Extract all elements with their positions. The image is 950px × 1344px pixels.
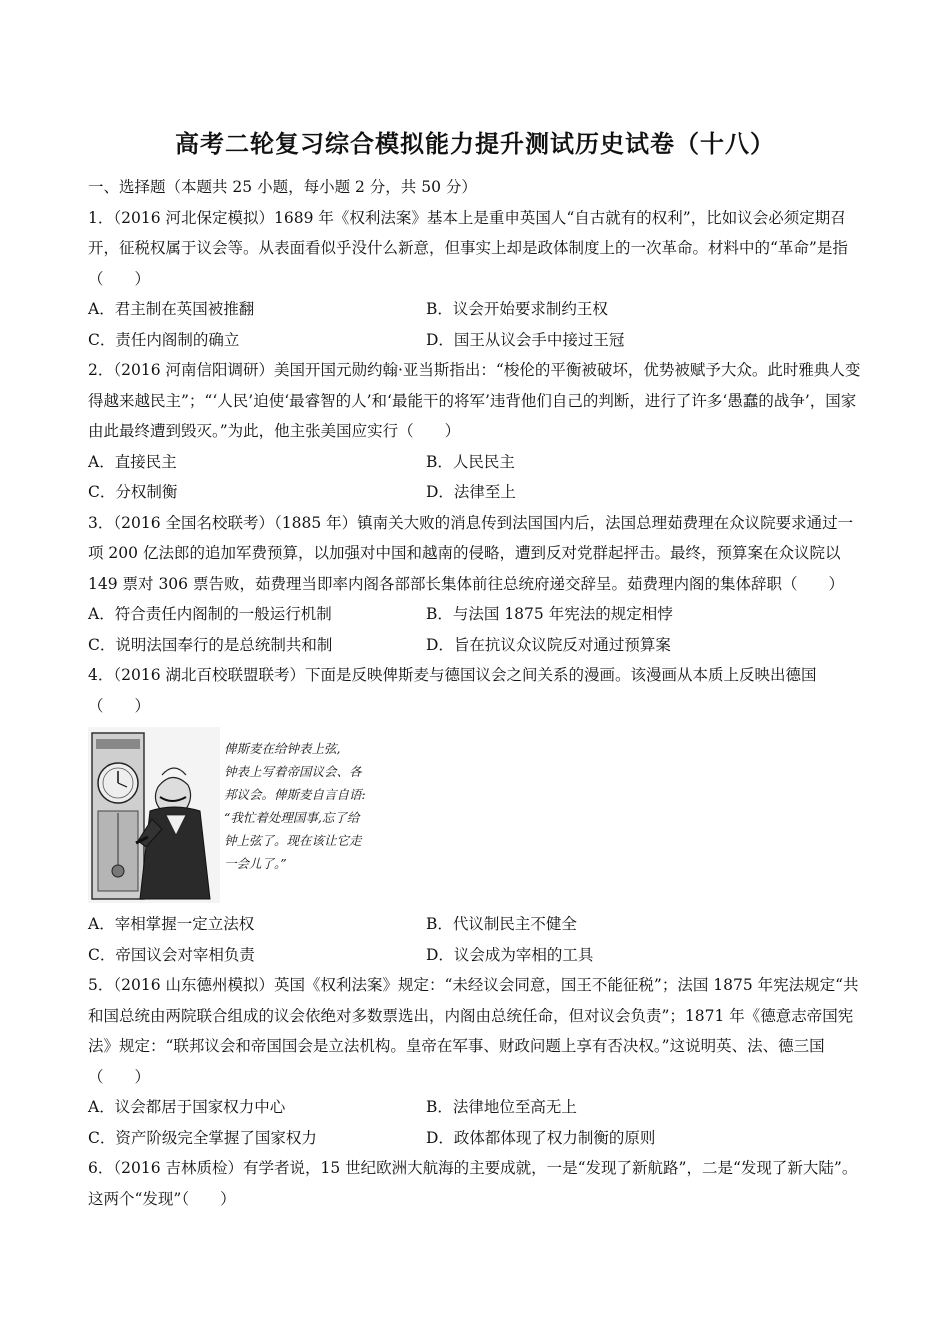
option-d: D．议会成为宰相的工具 xyxy=(426,945,594,964)
section-header: 一、选择题（本题共 25 小题，每小题 2 分，共 50 分） xyxy=(88,178,477,196)
option-c: C．分权制衡 xyxy=(88,483,178,501)
option-a: A．直接民主 xyxy=(88,452,177,471)
exam-content xyxy=(88,172,864,1214)
option-b: B．法律地位至高无上 xyxy=(426,1098,577,1116)
option-c: C．帝国议会对宰相负责 xyxy=(88,945,255,964)
caption-line: 俾斯麦在给钟表上弦, xyxy=(224,741,341,756)
caption-line: 邦议会。俾斯麦自言自语: xyxy=(224,787,366,802)
option-a: A．宰相掌握一定立法权 xyxy=(88,915,255,933)
caption-line: 一会儿了。” xyxy=(224,856,287,871)
option-a: A．符合责任内阁制的一般运行机制 xyxy=(88,605,332,623)
option-c: C．责任内阁制的确立 xyxy=(88,330,240,349)
option-b: B．议会开始要求制约王权 xyxy=(426,300,608,318)
option-c: C．说明法国奉行的是总统制共和制 xyxy=(88,635,333,654)
caption-line: 钟表上写着帝国议会、各 xyxy=(224,764,362,779)
bismarck-cartoon-figure xyxy=(88,727,388,905)
bismarck-cartoon-image xyxy=(88,727,220,903)
question-2-stem: 2．（2016 河南信阳调研）美国开国元勋约翰·亚当斯指出：“梭伦的平衡被破坏，优势被赋予大众。此时雅典人变得越来越民主”；“‘人民’迫使‘最睿智的人’和‘最能干的将军’违背他们自己的判断，进行了许多‘愚蠢的战争’，国家由此最终遭到毁灭。”为此，他主张美国应实行（ ） xyxy=(88,361,861,440)
question-3-stem: 3．（2016 全国名校联考）（1885 年）镇南关大败的消息传到法国国内后，法国总理茹费理在众议院要求通过一项 200 亿法郎的追加军费预算，以加强对中国和越南的侵略，遭到反对党群起抨击。最终，预算案在众议院以 149 票对 306 票告败，茹费理当即率内阁各部部长集体前往总统府递交辞呈。茹费理内阁的集体辞职（ ） xyxy=(88,513,854,593)
option-a: A．君主制在英国被推翻 xyxy=(88,300,255,318)
option-b: B．代议制民主不健全 xyxy=(426,915,577,933)
question-5-options xyxy=(88,1092,864,1153)
option-b: B．与法国 1875 年宪法的规定相悖 xyxy=(426,605,673,623)
option-d: D．国王从议会手中接过王冠 xyxy=(426,330,625,349)
question-5-stem: 5．（2016 山东德州模拟）英国《权利法案》规定：“未经议会同意，国王不能征税”；法国 1875 年宪法规定“共和国总统由两院联合组成的议会依绝对多数票选出，内阁由总统任命，但对议会负责”；1871 年《德意志帝国宪法》规定：“联邦议会和帝国国会是立法机构。皇帝在军事、财政问题上享有否决权。”这说明英、法、德三国（ ） xyxy=(88,976,859,1086)
question-4-stem: 4．（2016 湖北百校联盟联考）下面是反映俾斯麦与德国议会之间关系的漫画。该漫画从本质上反映出德国（ ） xyxy=(88,666,817,715)
question-6-stem: 6．（2016 吉林质检）有学者说，15 世纪欧洲大航海的主要成就，一是“发现了新航路”，二是“发现了新大陆”。这两个“发现”（ ） xyxy=(88,1159,858,1208)
question-2-options xyxy=(88,447,864,508)
question-4-options xyxy=(88,909,864,970)
option-c: C．资产阶级完全掌握了国家权力 xyxy=(88,1128,317,1147)
caption-line: “我忙着处理国事,忘了给 xyxy=(224,810,360,825)
question-1-stem: 1．（2016 河北保定模拟）1689 年《权利法案》基本上是重申英国人“自古就有的权利”，比如议会必须定期召开，征税权属于议会等。从表面看似乎没什么新意，但事实上却是政体制度上的一次革命。材料中的“革命”是指（ ） xyxy=(88,208,848,288)
page-title: 高考二轮复习综合模拟能力提升测试历史试卷（十八） xyxy=(175,130,775,158)
option-a: A．议会都居于国家权力中心 xyxy=(88,1098,286,1116)
option-d: D．政体都体现了权力制衡的原则 xyxy=(426,1128,656,1147)
question-1-options xyxy=(88,294,864,355)
cartoon-caption xyxy=(224,737,394,875)
option-b: B．人民民主 xyxy=(426,452,515,471)
caption-line: 钟上弦了。现在该让它走 xyxy=(224,833,362,848)
option-d: D．旨在抗议众议院反对通过预算案 xyxy=(426,635,671,654)
option-d: D．法律至上 xyxy=(426,483,516,501)
question-3-options xyxy=(88,599,864,660)
